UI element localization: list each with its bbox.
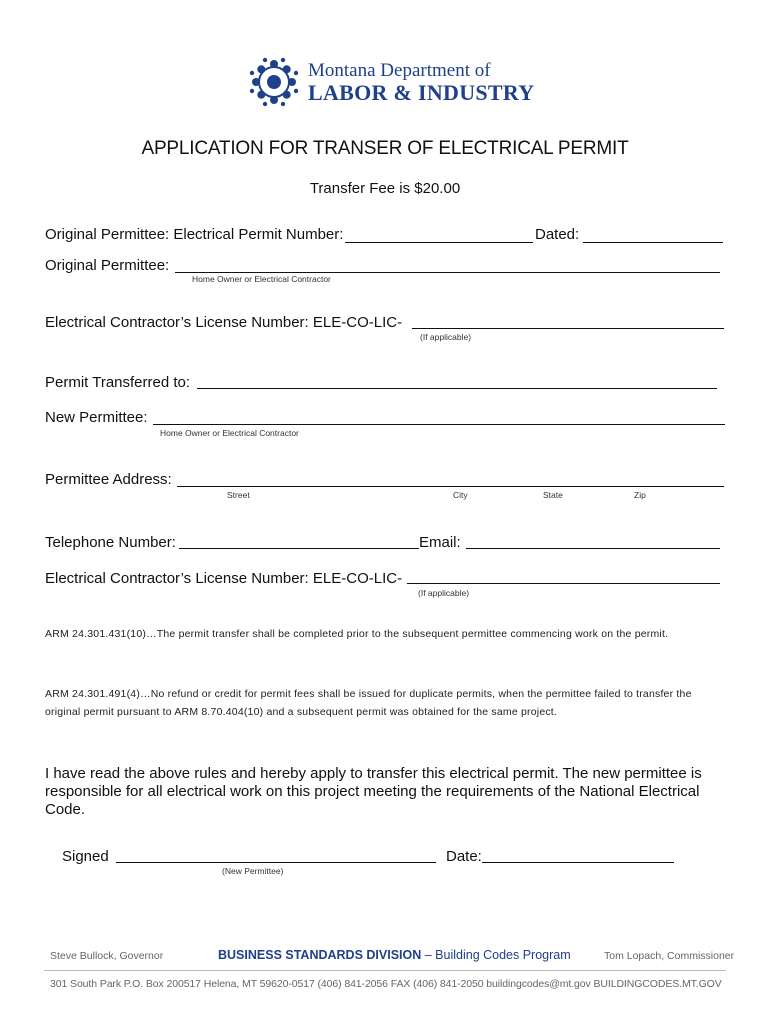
- logo-line1: Montana Department of: [308, 60, 491, 81]
- telephone-label: Telephone Number:: [45, 534, 176, 551]
- contractor-license-2-hint: (If applicable): [418, 588, 470, 598]
- declaration-paragraph: I have read the above rules and hereby apply to transfer this electrical permit. The new permittee is responsible for all electrical work on this project meeting the requirements of the National Electrical Code.: [45, 765, 702, 818]
- dated-field[interactable]: [583, 242, 723, 243]
- rule-paragraph-2: ARM 24.301.491(4)…No refund or credit for permit fees shall be issued for duplicate permits, when the permittee failed to transfer the original permit pursuant to ARM 8.70.404(10) and a subsequent permit was obtained for the same project.: [45, 688, 692, 718]
- signature-date-field[interactable]: [482, 862, 674, 863]
- contractor-license-field[interactable]: [412, 328, 724, 329]
- footer-divider: [44, 970, 726, 971]
- address-street-hint: Street: [227, 490, 250, 500]
- dated-label: Dated:: [535, 226, 580, 243]
- address-city-hint: City: [453, 490, 468, 500]
- signature-field[interactable]: [116, 862, 436, 863]
- permit-transferred-to-field[interactable]: [197, 388, 717, 389]
- footer-address: 301 South Park P.O. Box 200517 Helena, MT 59620-0517 (406) 841-2056 FAX (406) 841-2050 buildingcodes@mt.gov BUILDINGCODES.MT.GOV: [50, 978, 722, 990]
- original-permittee-field[interactable]: [175, 272, 720, 273]
- signature-date-label: Date:: [446, 848, 482, 865]
- department-logo: [248, 56, 538, 112]
- original-permittee-label: Original Permittee:: [45, 257, 170, 274]
- signed-label: Signed: [62, 848, 109, 865]
- gear-seal-icon: [248, 56, 300, 108]
- form-title: APPLICATION FOR TRANSER OF ELECTRICAL PERMIT: [141, 138, 629, 159]
- address-zip-hint: Zip: [634, 490, 646, 500]
- original-permit-number-label: Original Permittee: Electrical Permit Number:: [45, 226, 344, 243]
- rule-paragraph-1: ARM 24.301.431(10)…The permit transfer shall be completed prior to the subsequent permittee commencing work on the permit.: [45, 628, 669, 640]
- footer-governor: Steve Bullock, Governor: [50, 950, 164, 962]
- permittee-address-label: Permittee Address:: [45, 471, 172, 488]
- logo-line2: LABOR & INDUSTRY: [308, 80, 535, 105]
- new-permittee-label: New Permittee:: [45, 409, 148, 426]
- original-permittee-hint: Home Owner or Electrical Contractor: [192, 274, 331, 284]
- permittee-address-field[interactable]: [177, 486, 724, 487]
- new-permittee-field[interactable]: [153, 424, 725, 425]
- contractor-license-label: Electrical Contractor’s License Number: ELE-CO-LIC-: [45, 314, 403, 331]
- new-permittee-hint: Home Owner or Electrical Contractor: [160, 428, 299, 438]
- footer-program: – Building Codes Program: [421, 948, 571, 962]
- address-state-hint: State: [543, 490, 563, 500]
- signed-hint: (New Permittee): [222, 866, 284, 876]
- footer-division-name: BUSINESS STANDARDS DIVISION: [218, 948, 422, 962]
- email-field[interactable]: [466, 548, 720, 549]
- transfer-fee: Transfer Fee is $20.00: [309, 180, 461, 197]
- footer-commissioner: Tom Lopach, Commissioner: [604, 950, 735, 962]
- permit-transferred-to-label: Permit Transferred to:: [45, 374, 191, 391]
- contractor-license-hint: (If applicable): [420, 332, 472, 342]
- contractor-license-2-field[interactable]: [407, 583, 720, 584]
- email-label: Email:: [419, 534, 461, 551]
- original-permit-number-field[interactable]: [345, 242, 533, 243]
- footer-division: [218, 948, 571, 962]
- contractor-license-2-label: Electrical Contractor’s License Number: ELE-CO-LIC-: [45, 570, 403, 587]
- telephone-field[interactable]: [179, 548, 419, 549]
